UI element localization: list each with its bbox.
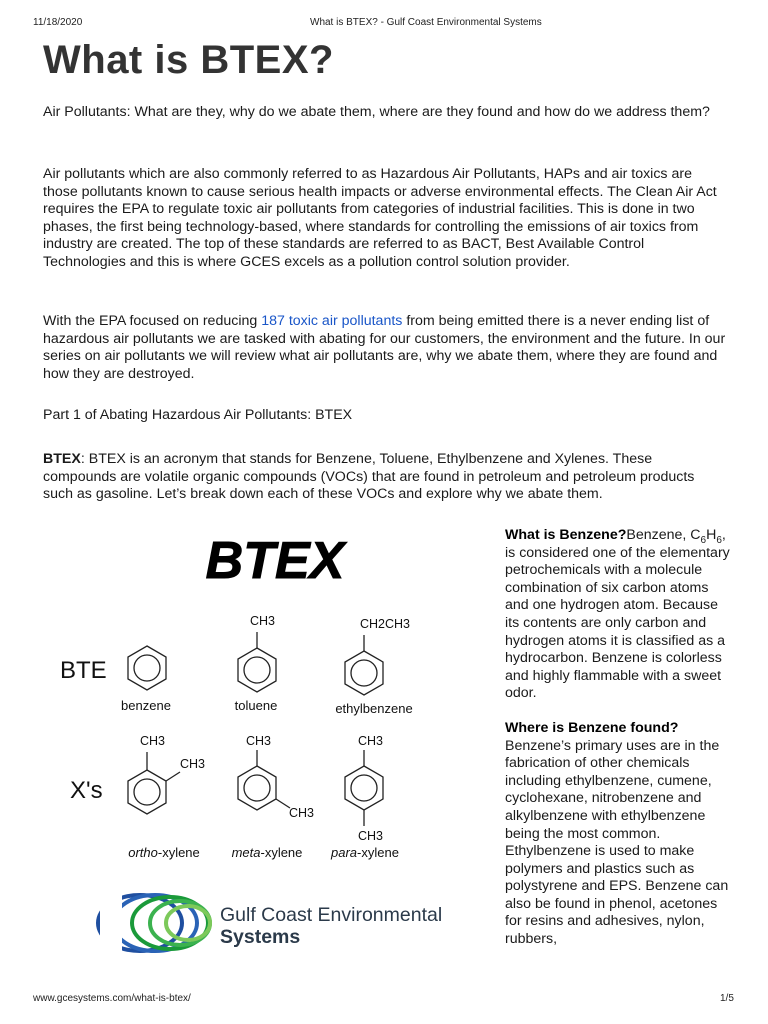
meta-methyl-2-label: CH3: [289, 806, 315, 820]
ortho-xylene-label: [128, 845, 200, 860]
footer-url: www.gcesystems.com/what-is-btex/: [33, 993, 191, 1004]
para-suffix: -xylene: [357, 845, 399, 860]
meta-xylene-structure: [238, 750, 290, 810]
toluene-methyl-label: CH3: [250, 614, 276, 628]
logo-line1: Gulf Coast Environmental: [220, 904, 443, 926]
toluene-label: toluene: [234, 698, 278, 713]
print-doc-title: What is BTEX? - Gulf Coast Environmental Systems: [310, 17, 542, 28]
benzene-definition: [505, 527, 730, 703]
ethylbenzene-structure: [345, 635, 383, 695]
part-label: Part 1 of Abating Hazardous Air Pollutants: BTEX: [43, 407, 353, 423]
epa-text-before: With the EPA focused on reducing: [43, 313, 262, 329]
ethyl-group-label: CH2CH3: [360, 617, 411, 631]
meta-methyl-1-label: CH3: [246, 734, 272, 748]
formula-sub-h: 6: [716, 534, 722, 546]
ortho-methyl-2-label: CH3: [180, 757, 206, 771]
btex-figure: [40, 520, 490, 980]
benzene-structure: [128, 646, 166, 690]
para-prefix: para: [331, 845, 358, 860]
benzene-location: [505, 720, 730, 949]
toxic-pollutants-link[interactable]: 187 toxic air pollutants: [261, 313, 403, 329]
benzene-answer-start: Benzene, C: [626, 527, 701, 543]
hap-paragraph: Air pollutants which are also commonly referred to as Hazardous Air Pollutants, HAPs and air toxics are those pollutants known to cause serious health impacts or adverse environmental effects. The Clean Air Act requires the EPA to regulate toxic air pollutants from categories of industrial facilities. This is done in two phases, the first being technology-based, where standards for controlling the emissions of air toxics from industry are created. The top of these standards are referred to as BACT, Best Available Control Technologies and this is where GCES excels as a pollution control solution provider.: [43, 166, 717, 270]
para-methyl-2-label: CH3: [358, 829, 384, 843]
figure-heading: BTEX: [205, 532, 345, 590]
print-date: 11/18/2020: [33, 17, 83, 28]
para-xylene-label: [330, 845, 399, 860]
logo-line2: Systems: [220, 926, 301, 948]
para-xylene-structure: [345, 750, 383, 826]
benzene-where-answer: Benzene’s primary uses are in the fabrication of other chemicals including ethylbenzene, cumene, cyclohexane, nitrobenzene and alkylbenzene with ethylbenzene being the most common. Ethylbenzene is used to make polymers and plastics such as polystyrene and EPS. Benzene can also be found in phenol, acetones for resins and adhesives, nylon, rubbers,: [505, 737, 729, 948]
btex-paragraph: [43, 451, 728, 504]
benzene-label: benzene: [121, 698, 171, 713]
intro-paragraph: Air Pollutants: What are they, why do we abate them, where are they found and how do we address them?: [43, 104, 710, 120]
epa-text-after: from being emitted there is a never ending list of hazardous air pollutants we are tasked with abating for our customers, the environment and the future. In our series on air pollutants we will review what air pollutants are, why we abate them, where they are found and how they are destroyed.: [43, 313, 726, 382]
ortho-suffix: -xylene: [157, 845, 200, 860]
toluene-structure: [238, 632, 276, 692]
btex-definition: : BTEX is an acronym that stands for Benzene, Toluene, Ethylbenzene and Xylenes. These compounds are volatile organic compounds (VOCs) that are found in petroleum and petroleum products such as gasoline. Let’s break down each of these VOCs and explore why we abate them.: [43, 451, 695, 503]
formula-sub-c: 6: [700, 534, 707, 546]
page-title: What is BTEX?: [43, 38, 334, 82]
btex-term: BTEX: [43, 451, 81, 467]
page-number: 1/5: [720, 993, 734, 1004]
meta-suffix: -xylene: [260, 845, 303, 860]
gces-logo: [98, 892, 442, 954]
benzene-column: [505, 527, 730, 966]
ethylbenzene-label: ethylbenzene: [335, 701, 413, 716]
epa-paragraph: [43, 313, 728, 383]
para-methyl-1-label: CH3: [358, 734, 384, 748]
formula-h: H: [706, 527, 717, 543]
meta-xylene-label: [232, 845, 303, 860]
ortho-xylene-structure: [128, 752, 180, 814]
meta-prefix: meta: [231, 845, 261, 860]
row-label-bte: BTE: [60, 657, 107, 684]
benzene-answer-rest: , is considered one of the elementary petrochemicals with a molecule combination of six carbon atoms and one hydrogen atom. Because its contents are only carbon and hydrogen atoms it is classified as a hydrocarbon. Benzene is colorless and highly flammable with a sweet odor.: [505, 527, 730, 702]
benzene-question-what: What is Benzene?: [505, 527, 627, 543]
ortho-methyl-1-label: CH3: [140, 734, 166, 748]
ortho-prefix: ortho: [128, 845, 158, 860]
row-label-xylenes: X's: [70, 777, 103, 804]
benzene-question-where: Where is Benzene found?: [505, 719, 679, 736]
